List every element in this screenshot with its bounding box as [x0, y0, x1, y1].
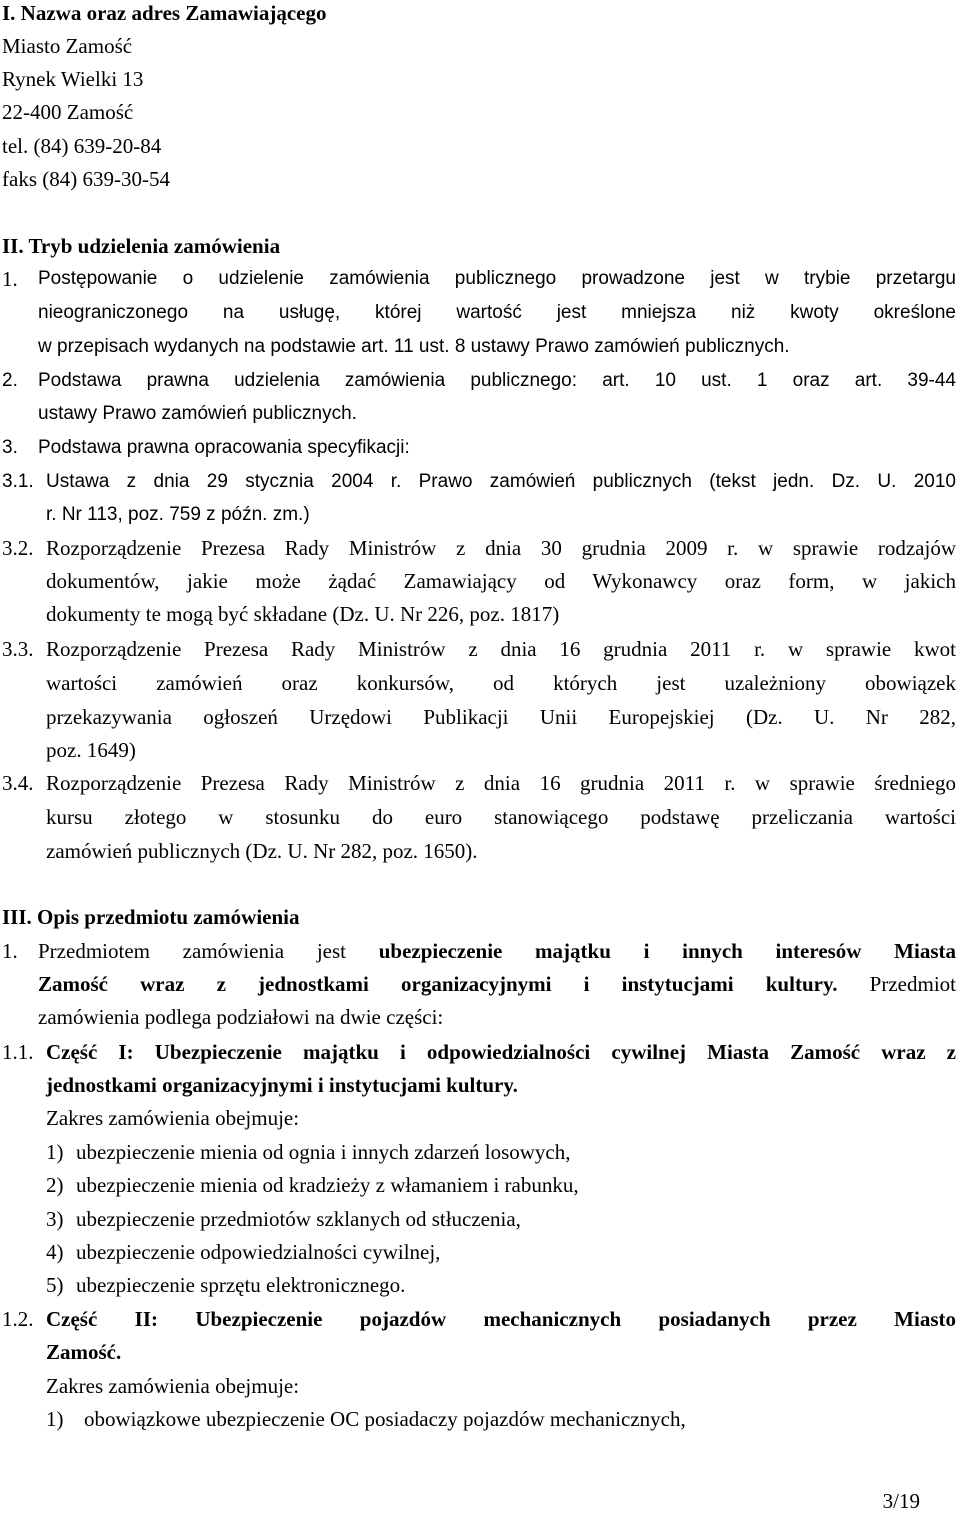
item-number: 1.2. — [2, 1307, 34, 1331]
page-number: 3/19 — [882, 1489, 920, 1513]
section-1-heading: I. Nazwa oraz adres Zamawiającego — [2, 1, 327, 25]
list-item-number: 5) — [46, 1273, 64, 1297]
scope-label: Zakres zamówienia obejmuje: — [46, 1374, 300, 1398]
part-2-title: Część II: Ubezpieczenie pojazdów mechanicznych posiadanych przez Miasto — [46, 1307, 956, 1331]
item-number: 3. — [2, 437, 18, 458]
item-number: 1. — [2, 267, 18, 291]
list-item-number: 4) — [46, 1240, 64, 1264]
paragraph-line: przekazywania ogłoszeń Urzędowi Publikacji Unii Europejskiej (Dz. U. Nr 282, — [46, 705, 956, 729]
fax-line: faks (84) 639-30-54 — [2, 167, 170, 191]
part-2-title-cont: Zamość. — [46, 1340, 122, 1364]
bold-text: ubezpieczenie majątku i innych interesów Miasta — [378, 939, 956, 963]
item-number: 1.1. — [2, 1040, 34, 1064]
list-item: ubezpieczenie sprzętu elektronicznego. — [76, 1273, 406, 1297]
paragraph-line: Postępowanie o udzielenie zamówienia publicznego prowadzone jest w trybie przetargu — [38, 268, 956, 289]
paragraph-line: dokumenty te mogą być składane (Dz. U. Nr 226, poz. 1817) — [46, 602, 560, 626]
plain-text: Przedmiot — [837, 972, 956, 996]
list-item: ubezpieczenie odpowiedzialności cywilnej, — [76, 1240, 441, 1264]
item-number: 3.1. — [2, 471, 34, 492]
paragraph-line: Rozporządzenie Prezesa Rady Ministrów z dnia 16 grudnia 2011 r. w sprawie średniego — [46, 771, 956, 795]
paragraph-line: Ustawa z dnia 29 stycznia 2004 r. Prawo zamówień publicznych (tekst jedn. Dz. U. 2010 — [46, 471, 956, 492]
list-item: ubezpieczenie mienia od kradzieży z włamaniem i rabunku, — [76, 1173, 579, 1197]
list-item-number: 3) — [46, 1207, 64, 1231]
paragraph-line: zamówienia podlega podziałowi na dwie części: — [38, 1005, 444, 1029]
address-line-1: Miasto Zamość — [2, 34, 133, 58]
paragraph-line: zamówień publicznych (Dz. U. Nr 282, poz. 1650). — [46, 839, 478, 863]
list-item: ubezpieczenie przedmiotów szklanych od stłuczenia, — [76, 1207, 521, 1231]
paragraph-line: Podstawa prawna udzielenia zamówienia publicznego: art. 10 ust. 1 oraz art. 39-44 — [38, 370, 956, 391]
paragraph-line: poz. 1649) — [46, 738, 136, 762]
list-item-number: 2) — [46, 1173, 64, 1197]
paragraph-line: Rozporządzenie Prezesa Rady Ministrów z dnia 16 grudnia 2011 r. w sprawie kwot — [46, 637, 956, 661]
paragraph-line: w przepisach wydanych na podstawie art. 11 ust. 8 ustawy Prawo zamówień publicznych. — [38, 336, 790, 357]
paragraph-line: Podstawa prawna opracowania specyfikacji: — [38, 437, 410, 458]
bold-text: Zamość wraz z jednostkami organizacyjnymi i instytucjami kultury. — [38, 972, 838, 996]
part-1-title-cont: jednostkami organizacyjnymi i instytucjami kultury. — [46, 1073, 518, 1097]
paragraph-line: r. Nr 113, poz. 759 z późn. zm.) — [46, 504, 310, 525]
paragraph-line: ustawy Prawo zamówień publicznych. — [38, 403, 357, 424]
item-number: 3.3. — [2, 637, 34, 661]
paragraph-line — [38, 938, 956, 964]
paragraph-line: wartości zamówień oraz konkursów, od których jest uzależniony obowiązek — [46, 671, 956, 695]
phone-line: tel. (84) 639-20-84 — [2, 134, 162, 158]
list-item: ubezpieczenie mienia od ognia i innych zdarzeń losowych, — [76, 1140, 571, 1164]
part-1-title: Część I: Ubezpieczenie majątku i odpowiedzialności cywilnej Miasta Zamość wraz z — [46, 1040, 956, 1064]
section-3-heading: III. Opis przedmiotu zamówienia — [2, 905, 300, 929]
item-number: 2. — [2, 370, 18, 391]
paragraph-line: nieograniczonego na usługę, której wartość jest mniejsza niż kwoty określone — [38, 302, 956, 323]
item-number: 1. — [2, 939, 18, 963]
scope-label: Zakres zamówienia obejmuje: — [46, 1106, 300, 1130]
plain-text: Przedmiotem zamówienia jest — [38, 939, 379, 963]
address-line-2: Rynek Wielki 13 — [2, 67, 144, 91]
paragraph-line — [38, 971, 956, 997]
item-number: 3.4. — [2, 771, 34, 795]
item-number: 3.2. — [2, 536, 34, 560]
list-item-number: 1) — [46, 1140, 64, 1164]
list-item: obowiązkowe ubezpieczenie OC posiadaczy pojazdów mechanicznych, — [84, 1407, 686, 1431]
address-line-3: 22-400 Zamość — [2, 100, 134, 124]
paragraph-line: Rozporządzenie Prezesa Rady Ministrów z dnia 30 grudnia 2009 r. w sprawie rodzajów — [46, 536, 956, 560]
list-item-number: 1) — [46, 1407, 64, 1431]
paragraph-line: kursu złotego w stosunku do euro stanowiącego podstawę przeliczania wartości — [46, 805, 956, 829]
paragraph-line: dokumentów, jakie może żądać Zamawiający od Wykonawcy oraz form, w jakich — [46, 569, 956, 593]
section-2-heading: II. Tryb udzielenia zamówienia — [2, 234, 281, 258]
